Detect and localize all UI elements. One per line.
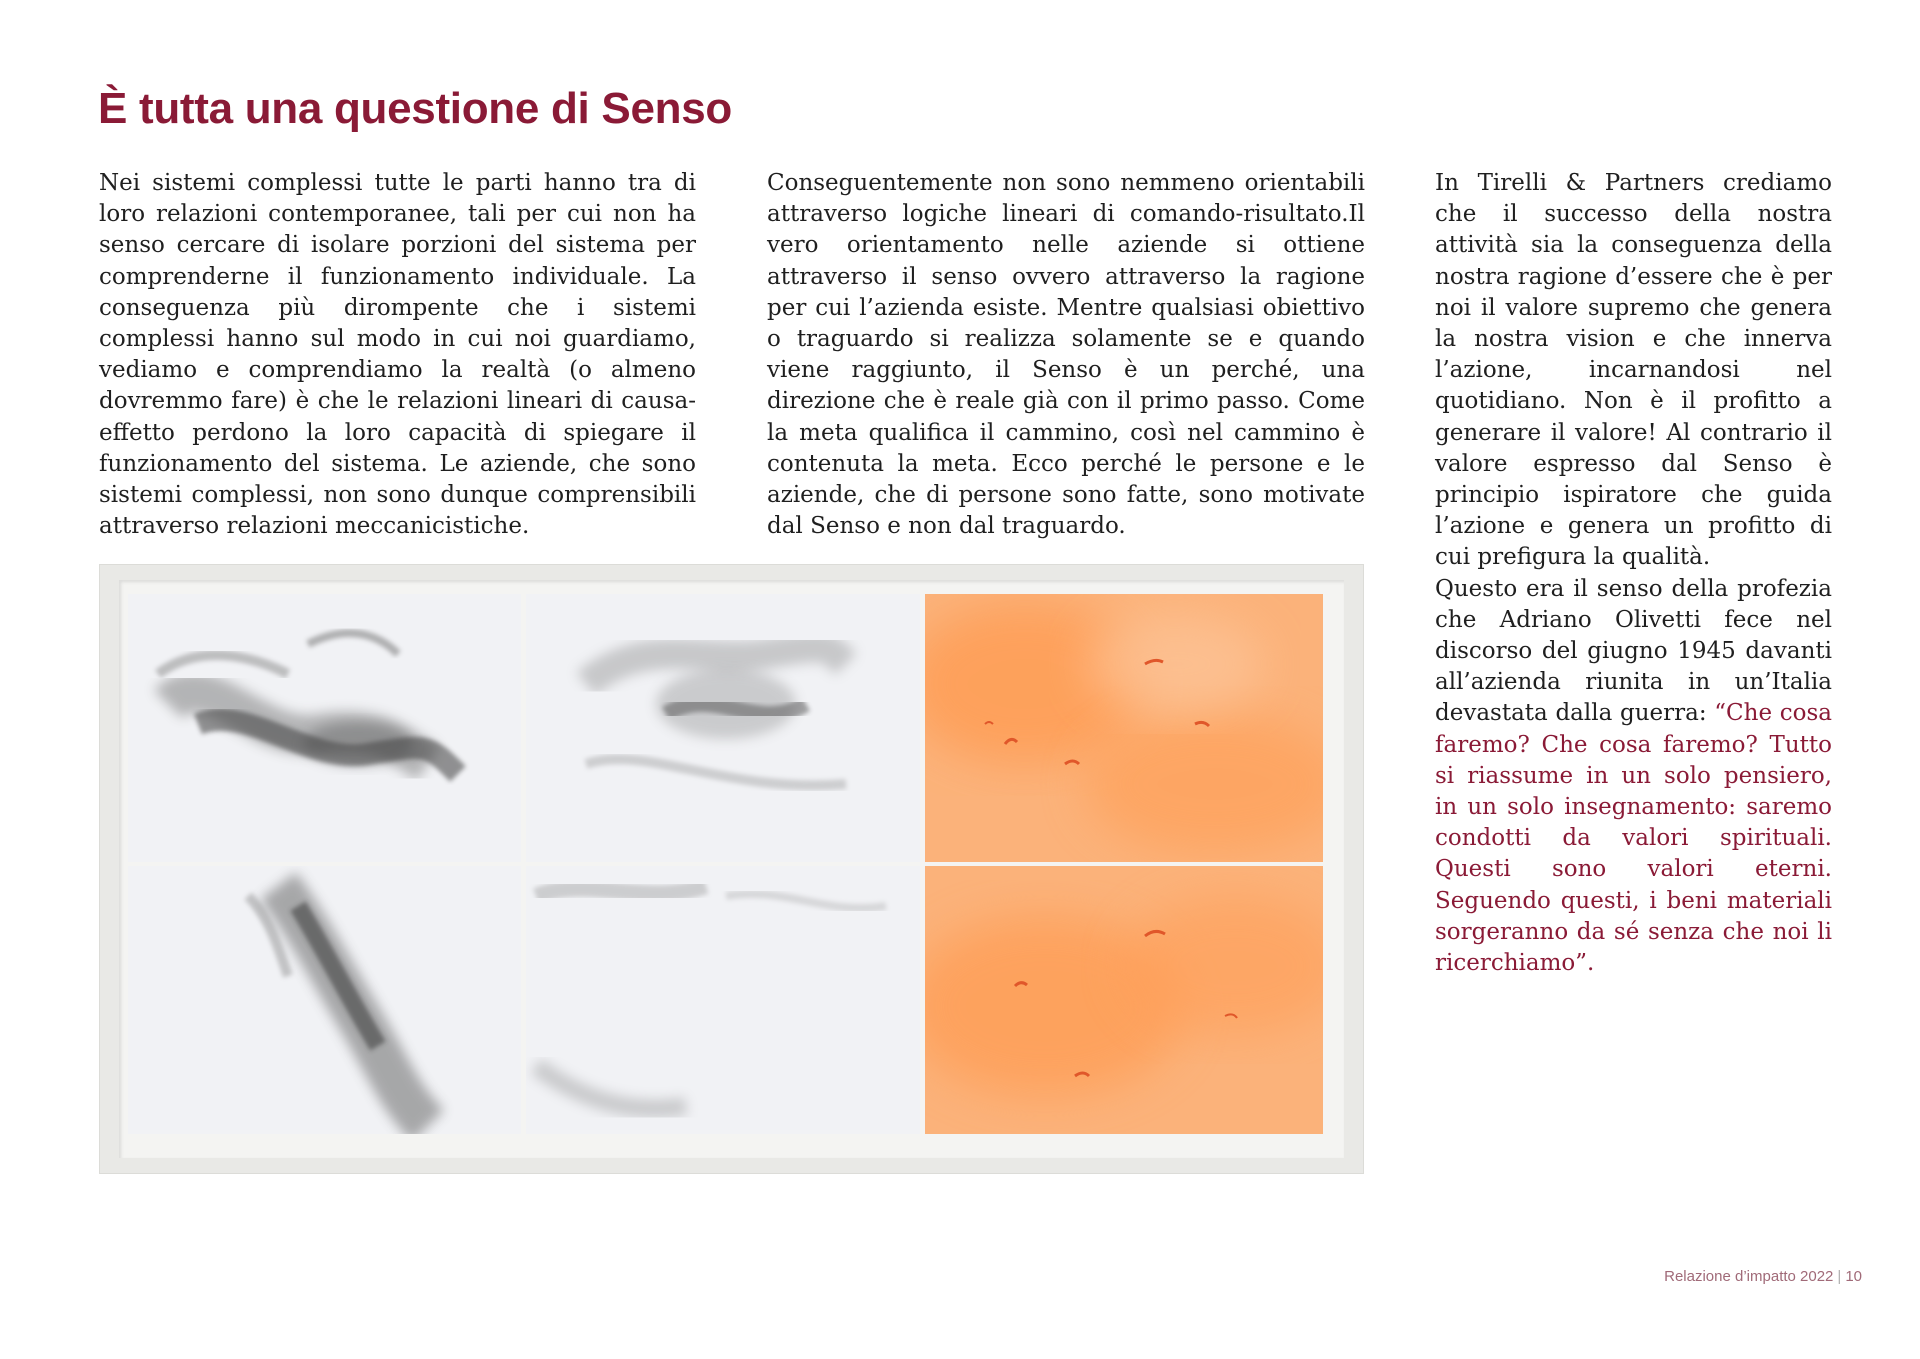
artwork-panel-orange-1 (925, 594, 1323, 862)
artwork-mat (119, 580, 1344, 1158)
text-column-1 (99, 168, 696, 542)
text-column-2 (767, 168, 1365, 542)
column-1-paragraph: Nei sistemi complessi tutte le parti hanno tra di loro relazioni contemporanee, tali per cui non ha senso cercare di isolare porzioni del sistema per comprenderne il funzionamento individuale. La conseguenza più dirompente che i sistemi complessi hanno sul modo in cui noi guardiamo, vediamo e comprendiamo la realtà (o almeno dovremmo fare) è che le relazioni lineari di causa-effetto perdono la loro capacità di spiegare il funzionamento del sistema. Le aziende, che sono sistemi complessi, non sono dunque comprensibili attraverso relazioni meccanicistiche. (99, 170, 696, 540)
olivetti-intro: Questo era il senso della profezia che Adriano Olivetti fece nel discorso del giugno 1945 davanti all’azienda riunita in un’Italia devastata dalla guerra: (1435, 575, 1832, 727)
olivetti-quote: “Che cosa faremo? Che cosa faremo? Tutto si riassume in un solo pensiero, in un solo insegnamento: saremo condotti da valori spirituali. Questi sono valori eterni. Seguendo questi, i beni materiali sorgeranno da sé senza che noi li ricerchiamo”. (1435, 700, 1832, 977)
column-3-paragraph-1: In Tirelli & Partners crediamo che il successo della nostra attività sia la conseguenza della nostra ragione d’essere che è per noi il valore supremo che genera la nostra vision e che innerva l’azione, incarnandosi nel quotidiano. Non è il profitto a generare il valore! Al contrario il valore espresso dal Senso è principio ispiratore che guida l’azione e genera un profitto di cui prefigura la qualità. (1435, 170, 1832, 571)
text-column-3 (1435, 168, 1832, 979)
footer-report-title: Relazione d’impatto 2022 (1664, 1268, 1834, 1285)
page-number: 10 (1845, 1268, 1862, 1285)
artwork-panel-ink-3 (128, 866, 521, 1134)
page-title: È tutta una questione di Senso (98, 84, 732, 133)
column-2-paragraph: Conseguentemente non sono nemmeno orientabili attraverso logiche lineari di comando-risultato.Il vero orientamento nelle aziende si ottiene attraverso il senso ovvero attraverso la ragione per cui l’azienda esiste. Mentre qualsiasi obiettivo o traguardo si realizza solamente se e quando viene raggiunto, il Senso è un perché, una direzione che è reale già con il primo passo. Come la meta qualifica il cammino, così nel cammino è contenuta la meta. Ecco perché le persone e le aziende, che di persone sono fatte, sono motivate dal Senso e non dal traguardo. (767, 170, 1365, 540)
column-3-paragraph-2 (1435, 574, 1832, 980)
artwork-image (99, 564, 1364, 1174)
page-footer (1664, 1268, 1862, 1285)
artwork-panel-ink-2 (526, 594, 920, 862)
artwork-panel-ink-1 (128, 594, 521, 862)
artwork-panel-orange-2 (925, 866, 1323, 1134)
artwork-panel-ink-4 (526, 866, 920, 1134)
footer-separator: | (1837, 1268, 1842, 1285)
